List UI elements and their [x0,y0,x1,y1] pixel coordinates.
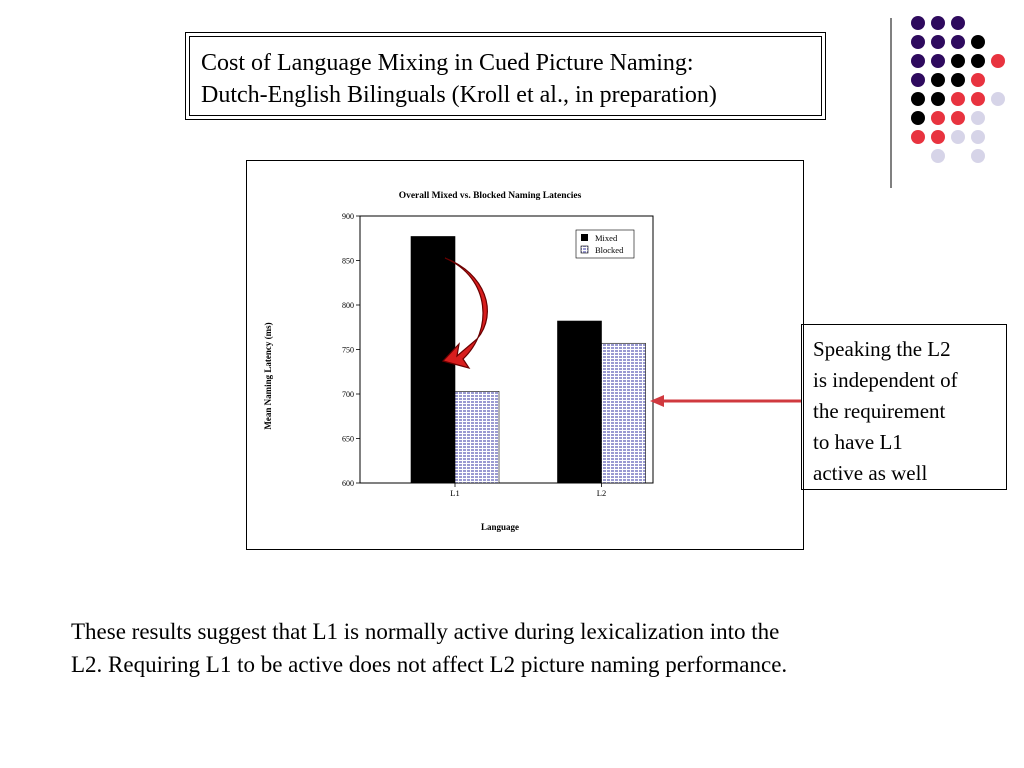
y-tick-label: 900 [342,212,354,221]
slide-title-box [185,32,826,120]
deco-dot [971,92,985,106]
pointer-arrow-icon [640,388,810,416]
deco-dot [951,111,965,125]
slide-title-line-1: Cost of Language Mixing in Cued Picture Naming: [201,50,694,76]
legend-label-blocked: Blocked [595,245,624,255]
deco-dot [971,35,985,49]
bar-mixed-l2 [558,321,602,483]
slide-title [189,36,822,116]
legend-swatch-blocked [581,246,588,253]
y-tick-label: 850 [342,256,354,266]
deco-dot [951,73,965,87]
callout-line-5: active as well [813,461,928,485]
deco-dot [911,16,925,30]
y-tick-label: 700 [342,390,354,399]
deco-dot [931,54,945,68]
chart-x-axis-label: Language [480,522,520,532]
deco-dot [931,111,945,125]
deco-dot [991,92,1005,106]
y-tick-label: 750 [342,345,354,355]
chart-frame [246,160,804,550]
body-text-line-1: These results suggest that L1 is normally active during lexicalization into the [71,619,780,644]
deco-dot [951,35,965,49]
deco-dot [911,54,925,68]
y-tick-label: 800 [342,301,354,310]
bar-blocked-l1 [455,391,499,483]
body-text-line-2: L2. Requiring L1 to be active does not affect L2 picture naming performance. [71,652,788,677]
deco-dot [911,111,925,125]
y-tick-label: 600 [342,479,354,488]
deco-dot [951,130,965,144]
deco-dot [911,92,925,106]
deco-dot [931,130,945,144]
bar-chart [247,161,803,549]
deco-dot [971,73,985,87]
chart-legend [576,230,634,258]
callout-box [801,324,1007,490]
callout-line-4: to have L1 [813,430,903,454]
deco-dot [931,73,945,87]
deco-dot [991,54,1005,68]
callout-line-2: is independent of [813,368,958,392]
chart-y-axis-label: Mean Naming Latency (ms) [263,322,273,430]
deco-dot [911,35,925,49]
x-tick-label: L2 [596,488,607,498]
x-tick-label: L1 [450,488,460,498]
deco-dot [931,16,945,30]
callout-line-1: Speaking the L2 [813,337,951,361]
slide-title-line-2: Dutch-English Bilinguals (Kroll et al., in preparation) [201,82,717,108]
legend-label-mixed: Mixed [595,233,618,243]
deco-dot [971,149,985,163]
decorative-dot-pattern [880,10,1020,190]
deco-dot [971,111,985,125]
deco-dot [911,130,925,144]
deco-dot [911,73,925,87]
deco-dot [951,54,965,68]
deco-dot [971,130,985,144]
deco-dot [951,92,965,106]
deco-dot [931,149,945,163]
deco-dot [931,92,945,106]
y-tick-label: 650 [342,434,354,444]
chart-title: Overall Mixed vs. Blocked Naming Latencies [398,191,582,201]
bar-blocked-l2 [602,343,646,483]
deco-dot [951,16,965,30]
callout-line-3: the requirement [813,399,946,423]
legend-swatch-mixed [581,234,588,241]
deco-dot [971,54,985,68]
deco-dot [931,35,945,49]
body-text [71,615,991,681]
